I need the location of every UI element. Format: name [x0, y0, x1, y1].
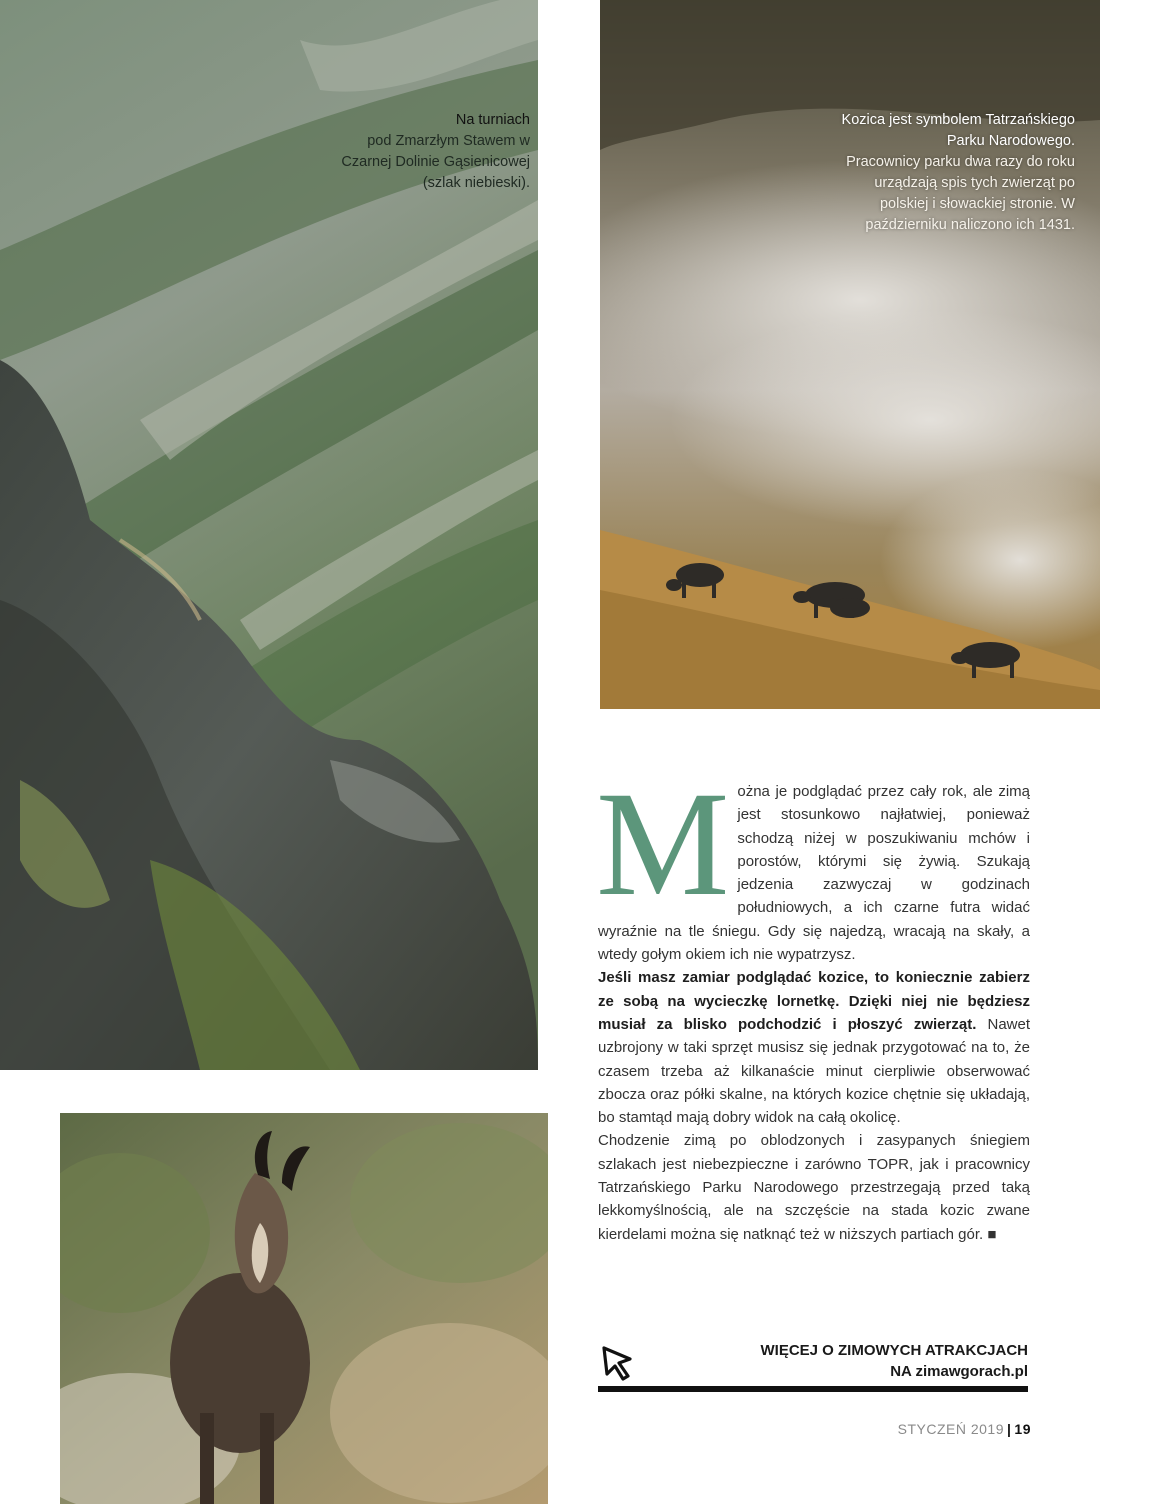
more-info-line-1: WIĘCEJ O ZIMOWYCH ATRAKCJACH: [760, 1342, 1028, 1359]
article-paragraph-3-text: Chodzenie zimą po oblodzonych i zasypanych śniegiem szlakach jest niebezpieczne i zarówno TOPR, jak i pracownicy Tatrzańskiego Parku Narodowego przestrzegają przed taką lekkomyślnością, ale na szczęście na stada kozic zwane kierdelami można się natknąć też w niższych partiach gór.: [598, 1132, 1030, 1243]
more-info-prefix: NA: [890, 1363, 916, 1380]
photo-chamois-portrait: [60, 1113, 548, 1504]
more-info-box: [598, 1338, 1030, 1398]
folio-issue: STYCZEŃ 2019: [897, 1421, 1004, 1437]
chamois-herd-photo: [600, 0, 1100, 709]
chamois-portrait-photo: [60, 1113, 548, 1504]
article-paragraph-3: [598, 1129, 1030, 1245]
more-info-line-2: [761, 1361, 1029, 1382]
more-info-text[interactable]: [761, 1340, 1029, 1382]
page-number: 19: [1014, 1421, 1031, 1437]
caption-herd-photo: [840, 110, 1075, 236]
folio-separator: |: [1007, 1421, 1012, 1437]
article-paragraph-1: ożna je podglądać przez cały rok, ale zimą jest stosunkowo najłatwiej, ponieważ schodzą niżej w poszukiwaniu mchów i porostów, którymi się żywią. Szukają jedzenia zazwyczaj w godzinach południowych, a ich czarne futra widać wyraźnie na tle śniegu. Gdy się najedzą, wracają na skały, a wtedy gołym okiem ich nie wypatrzysz.: [598, 783, 1030, 964]
photo-chamois-herd: [600, 0, 1100, 709]
caption-herd-body: Pracownicy parku dwa razy do roku urządzają spis tych zwierząt po polskiej i słowackiej stronie. W październiku naliczono ich 1431.: [846, 154, 1075, 233]
article-paragraph-2-rest: Nawet uzbrojony w taki sprzęt musisz się jednak przygotować na to, że czasem trzeba aż kilkanaście minut cierpliwie obserwować zbocza oraz półki skalne, na których kozice chętnie się układają, bo stamtąd mają dobry widok na całą okolicę.: [598, 1015, 1030, 1127]
caption-rock-lead: Na turniach: [455, 112, 530, 128]
caption-rock-photo: [330, 110, 530, 194]
drop-cap: M: [596, 761, 730, 927]
cursor-arrow-icon: [600, 1344, 634, 1382]
page-folio: [898, 1421, 1031, 1437]
article-body: [596, 761, 1030, 1246]
end-mark: ■: [987, 1225, 997, 1243]
divider-rule: [598, 1386, 1028, 1392]
article-paragraph-2: [598, 966, 1030, 1129]
caption-herd-lead: Kozica jest symbolem Tatrzańskiego Parku Narodowego.: [841, 112, 1075, 149]
more-info-link[interactable]: zimawgorach.pl: [915, 1363, 1028, 1380]
article-paragraph-2-bold: Jeśli masz zamiar podglądać kozice, to koniecznie zabierz ze sobą na wycieczkę lornetkę. Dzięki niej nie będziesz musiał za blisko podchodzić i płoszyć zwierząt.: [598, 969, 1030, 1033]
caption-rock-body: pod Zmarzłym Stawem w Czarnej Dolinie Gąsienicowej (szlak niebieski).: [341, 133, 530, 191]
